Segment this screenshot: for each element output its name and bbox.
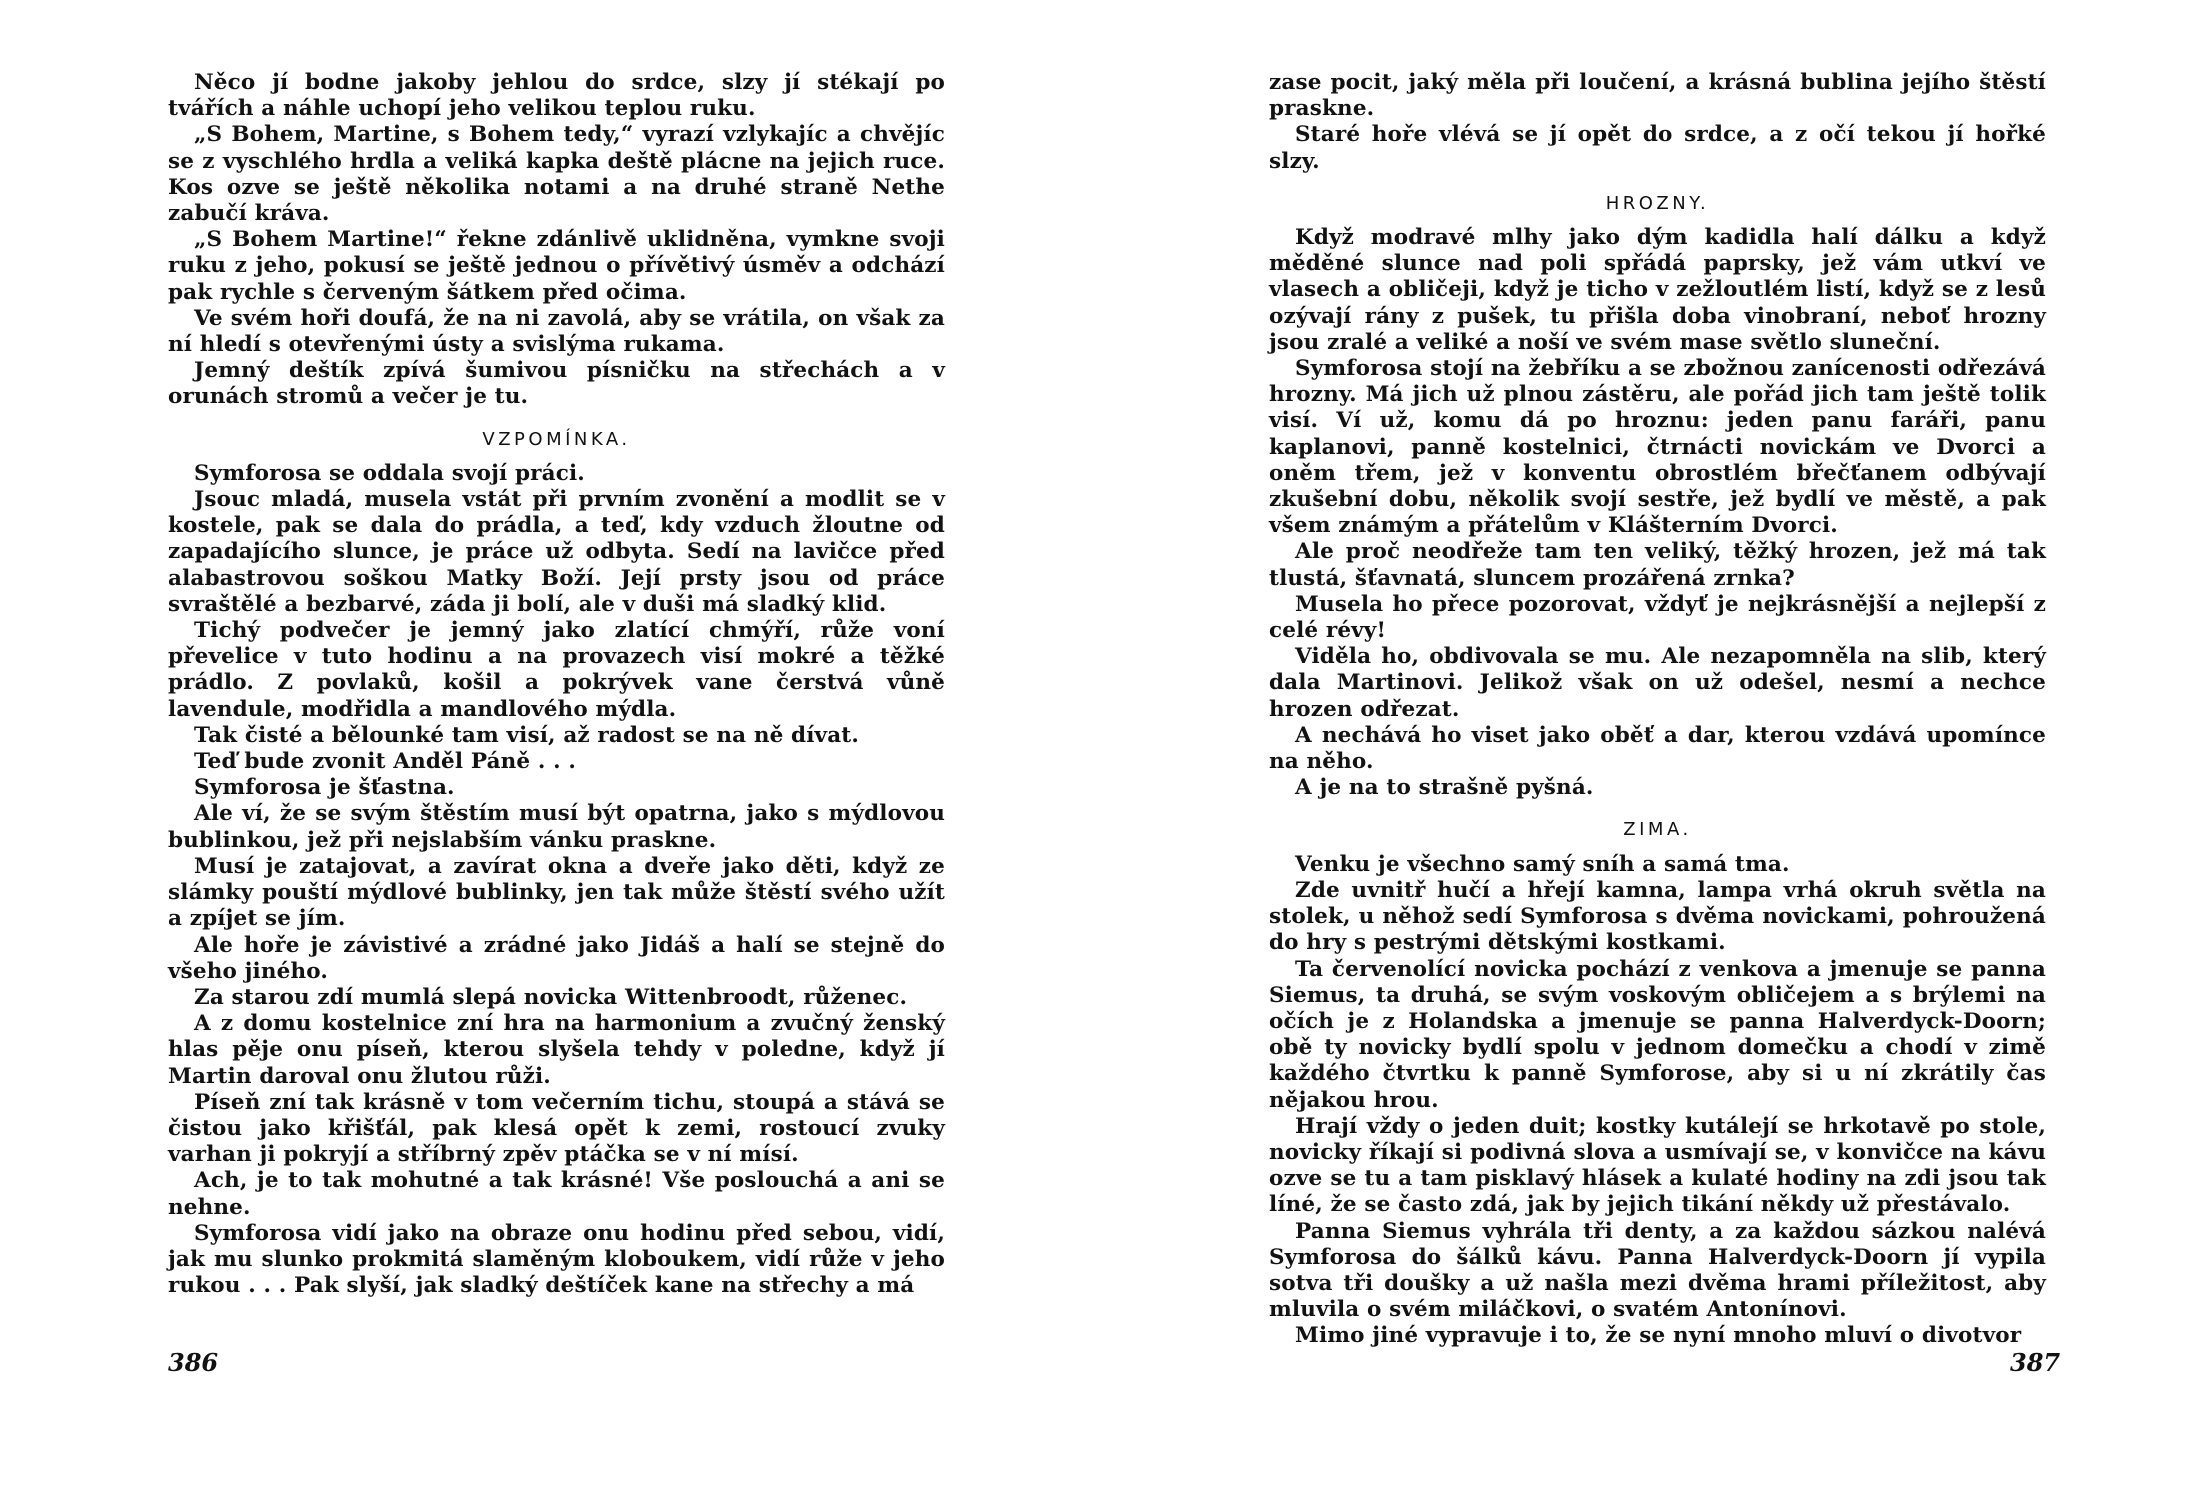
section-heading-vzpominka: VZPOMÍNKA.: [482, 428, 631, 450]
left-paragraph: Ale ví, že se svým štěstím musí být opatrna, jako s mýdlovou bublinkou, jež při nejslabším vánku praskne.: [168, 801, 945, 853]
right-paragraph: Když modravé mlhy jako dým kadidla halí dálku a když měděné slunce nad poli spřádá paprsky, jež vám utkví ve vlasech a obličeji, když je ticho v zežloutlém listí, když se z lesů ozývají rány z pušek, tu přišla doba vinobraní, neboť hrozny jsou zralé a veliké a noší ve svém mase světlo sluneční.: [1269, 225, 2046, 355]
right-paragraph: Staré hoře vlévá se jí opět do srdce, a z očí tekou jí hořké slzy.: [1269, 122, 2046, 174]
right-paragraph: Venku je všechno samý sníh a samá tma.: [1295, 851, 1790, 877]
section-heading-hrozny: HROZNY.: [1605, 192, 1710, 214]
right-paragraph: Ta červenolící novicka pochází z venkova a jmenuje se panna Siemus, ta druhá, se svým voskovým obličejem a s brýlemi na očích je z Holandska a jmenuje se panna Halverdyck-Doorn; obě ty novicky bydlí spolu v jednom domečku a chodí v zimě každého čtvrtku k panně Symforose, aby si u ní zkrátily čas nějakou hrou.: [1269, 956, 2046, 1113]
left-paragraph: Tichý podvečer je jemný jako zlatící chmýří, růže voní převelice v tuto hodinu a na provazech visí mokré a těžké prádlo. Z povlaků, košil a pokrývek vane čerstvá vůně lavendule, modřidla a mandlového mýdla.: [168, 618, 945, 722]
left-paragraph: Musí je zatajovat, a zavírat okna a dveře jako děti, když ze slámky pouští mýdlové bublinky, jen tak může štěstí svého užít a zpíjet se jím.: [168, 853, 945, 932]
right-paragraph: zase pocit, jaký měla při loučení, a krásná bublina jejího štěstí praskne.: [1269, 70, 2046, 122]
left-paragraph: Ale hoře je závistivé a zrádné jako Jidáš a halí se stejně do všeho jiného.: [168, 932, 945, 984]
left-paragraph: Jsouc mladá, musela vstát při prvním zvonění a modlit se v kostele, pak se dala do prádla, a teď, kdy vzduch žloutne od zapadajícího slunce, je práce už odbyta. Sedí na lavičce před alabastrovou soškou Matky Boží. Její prsty jsou od práce svraštělé a bezbarvé, záda ji bolí, ale v duši má sladký klid.: [168, 487, 945, 617]
left-paragraph: Jemný deštík zpívá šumivou písničku na střechách a v orunách stromů a večer je tu.: [168, 358, 945, 410]
page-number-left: 386: [168, 1348, 219, 1377]
left-paragraph: „S Bohem, Martine, s Bohem tedy,“ vyrazí vzlykajíc a chvějíc se z vyschlého hrdla a veliká kapka deště plácne na jejich ruce. Kos ozve se ještě několika notami a na druhé straně Nethe zabučí kráva.: [168, 122, 945, 227]
left-paragraph: Ve svém hoři doufá, že na ni zavolá, aby se vrátila, on však za ní hledí s otevřenými ústy a svislýma rukama.: [168, 305, 945, 358]
left-paragraph: Tak čisté a bělounké tam visí, až radost se na ně dívat.: [194, 722, 859, 748]
left-paragraph: Píseň zní tak krásně v tom večerním tichu, stoupá a stává se čistou jako křišťál, pak klesá opět k zemi, rostoucí zvuky varhan ji pokryjí a stříbrný zpěv ptáčka se v ní mísí.: [168, 1089, 945, 1168]
right-paragraph: A nechává ho viset jako oběť a dar, kterou vzdává upomínce na něho.: [1269, 722, 2046, 775]
left-paragraph: Za starou zdí mumlá slepá novicka Wittenbroodt, růženec.: [194, 984, 908, 1010]
right-paragraph: A je na to strašně pyšná.: [1295, 775, 1594, 801]
right-paragraph: Symforosa stojí na žebříku a se zbožnou zanícenosti odřezává hrozny. Má jich už plnou zástěru, ale pořád jich tam ještě tolik visí. Ví už, komu dá po hroznu: jeden panu faráři, panu kaplanovi, panně kostelnici, čtrnácti novickám ve Dvorci a oněm třem, jež v konventu obrostlém břečťanem odbývají zkušební dobu, několik svojí sestře, jež bydlí ve městě, a pak všem známým a přátelům v Klášterním Dvorci.: [1269, 356, 2046, 539]
left-paragraph: „S Bohem Martine!“ řekne zdánlivě uklidněna, vymkne svoji ruku z jeho, pokusí se ještě jednou o přívětivý úsměv a odchází pak rychle s červeným šátkem před očima.: [168, 227, 945, 305]
left-paragraph: Teď bude zvonit Anděl Páně . . .: [194, 749, 577, 775]
page-number-right: 387: [2010, 1348, 2061, 1377]
right-paragraph: Viděla ho, obdivovala se mu. Ale nezapomněla na slib, který dala Martinovi. Jelikož však on už odešel, nesmí a nechce hrozen odřezat.: [1269, 644, 2046, 722]
left-paragraph: Symforosa se oddala svojí práci.: [194, 460, 585, 486]
left-paragraph: A z domu kostelnice zní hra na harmonium a zvučný ženský hlas pěje onu píseň, kterou slyšela tehdy v poledne, když jí Martin daroval onu žlutou růži.: [168, 1011, 945, 1089]
right-paragraph: Panna Siemus vyhrála tři denty, a za každou sázkou nalévá Symforosa do šálků kávu. Panna Halverdyck-Doorn jí vypila sotva tři doušky a už našla mezi dvěma hrami příležitost, aby mluvila o svém miláčkovi, o svatém Antonínovi.: [1269, 1218, 2046, 1323]
right-paragraph: Mimo jiné vypravuje i to, že se nyní mnoho mluví o divotvor: [1295, 1323, 2022, 1349]
left-page: [168, 70, 945, 1299]
right-paragraph: Ale proč neodřeže tam ten veliký, těžký hrozen, jež má tak tlustá, šťavnatá, sluncem prozářená zrnka?: [1269, 539, 2046, 591]
right-paragraph: Zde uvnitř hučí a hřejí kamna, lampa vrhá okruh světla na stolek, u něhož sedí Symforosa s dvěma novickami, pohroužená do hry s pestrými dětskými kostkami.: [1269, 877, 2046, 956]
left-paragraph: Něco jí bodne jakoby jehlou do srdce, slzy jí stékají po tvářích a náhle uchopí jeho velikou teplou ruku.: [168, 70, 945, 122]
right-paragraph: Hrají vždy o jeden duit; kostky kutálejí se hrkotavě po stole, novicky říkají si podivná slova a usmívají se, v konvičce na kávu ozve se tu a tam pisklavý hlásek a kulaté hodiny na zdi jsou tak líné, že se často zdá, jak by jejich tikání někdy už přestávalo.: [1269, 1113, 2046, 1218]
left-paragraph: Ach, je to tak mohutné a tak krásné! Vše poslouchá a ani se nehne.: [168, 1168, 945, 1220]
right-paragraph: Musela ho přece pozorovat, vždyť je nejkrásnější a nejlepší z celé révy!: [1269, 591, 2046, 644]
left-paragraph: Symforosa je šťastna.: [194, 775, 455, 801]
left-paragraph: Symforosa vidí jako na obraze onu hodinu před sebou, vidí, jak mu slunko prokmitá slaměným kloboukem, vidí růže v jeho rukou . . . Pak slyší, jak sladký deštíček kane na střechy a má: [168, 1220, 945, 1299]
right-page: [1269, 70, 2046, 1350]
section-heading-zima: ZIMA.: [1623, 819, 1692, 841]
